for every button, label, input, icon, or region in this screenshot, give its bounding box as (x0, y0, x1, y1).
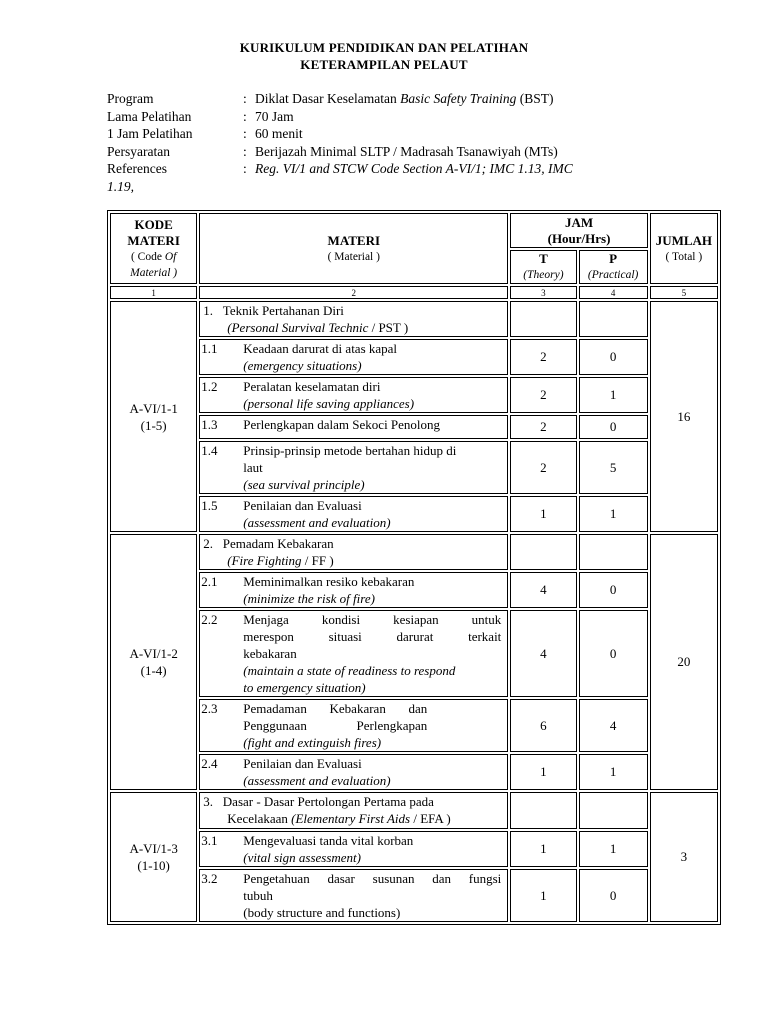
header-kode-sub2: Material ) (130, 266, 178, 279)
header-jam-label: JAM (564, 214, 594, 230)
theory-hours: 1 (510, 496, 576, 532)
info-row-duration (107, 109, 647, 127)
theory-hours: 6 (510, 699, 576, 752)
item-text: Penggunaan Perlengkapan (243, 718, 428, 733)
item-text-italic: (vital sign assessment) (243, 850, 361, 865)
table-row (110, 377, 718, 413)
theory-hours: 2 (510, 441, 576, 494)
theory-hours: 2 (510, 377, 576, 413)
item-number: 2.1 (201, 574, 218, 589)
theory-hours: 1 (510, 754, 576, 790)
section-sub-tail: / FF ) (304, 553, 334, 568)
theory-hours: 2 (510, 415, 576, 439)
item-text: Penilaian dan Evaluasi (243, 498, 362, 513)
info-label: Lama Pelatihan (107, 108, 192, 124)
empty-cell (510, 301, 576, 337)
material-cell (199, 754, 508, 790)
table-row (110, 831, 718, 867)
item-number: 1.1 (201, 341, 218, 356)
section-title: Pemadam Kebakaran (222, 536, 334, 551)
program-info (107, 91, 647, 196)
practical-hours: 4 (579, 699, 648, 752)
item-text: Pemadaman Kebakaran dan (243, 701, 428, 716)
practical-hours: 0 (579, 339, 648, 375)
table-row (110, 415, 718, 439)
item-text: laut (243, 460, 263, 475)
item-text-italic: (emergency situations) (243, 358, 362, 373)
item-text-italic: (assessment and evaluation) (243, 515, 391, 530)
theory-hours: 1 (510, 869, 576, 922)
info-label: Program (107, 91, 154, 106)
header-p-sub: (Practical) (587, 269, 639, 281)
material-code-cell (110, 534, 197, 790)
header-theory (510, 250, 576, 284)
header-p-label: P (609, 251, 618, 266)
item-number: 1.5 (201, 498, 218, 513)
header-materi-sub: ( Material ) (327, 250, 380, 263)
header-jam (510, 213, 647, 248)
item-text-italic: (maintain a state of readiness to respond (243, 663, 456, 678)
column-number: 3 (510, 286, 576, 299)
item-text-italic: (minimize the risk of fire) (243, 591, 375, 606)
column-number: 4 (579, 286, 648, 299)
item-text: (body structure and functions) (243, 905, 401, 920)
practical-hours: 1 (579, 754, 648, 790)
material-cell (199, 869, 508, 922)
item-text: Pengetahuan dasar susunan dan fungsi (243, 871, 502, 886)
material-cell (199, 415, 508, 439)
material-cell (199, 441, 508, 494)
item-text-italic: (personal life saving appliances) (243, 396, 415, 411)
item-number: 1.4 (201, 443, 218, 458)
item-text-italic: (assessment and evaluation) (243, 773, 391, 788)
header-kode-sub (111, 249, 196, 265)
info-row-requirement (107, 144, 647, 162)
practical-hours: 1 (579, 831, 648, 867)
info-colon: : (243, 126, 247, 141)
header-jumlah-label: JUMLAH (655, 232, 713, 248)
item-text: Menjaga kondisi kesiapan untuk (243, 612, 502, 627)
item-text: Mengevaluasi tanda vital korban (243, 833, 414, 848)
item-text: Keadaan darurat di atas kapal (243, 341, 398, 356)
empty-cell (579, 301, 648, 337)
section-title-cell (199, 534, 508, 570)
column-number: 2 (199, 286, 508, 299)
info-row-program (107, 91, 647, 109)
curriculum-table (107, 210, 721, 925)
item-number: 3.1 (201, 833, 218, 848)
section-line2-pre: Kecelakaan (227, 811, 288, 826)
item-text: merespon situasi darurat terkait (243, 629, 502, 644)
section-title: Dasar - Dasar Pertolongan Pertama pada (222, 794, 434, 809)
material-range: (1-4) (140, 663, 167, 678)
column-number-row (110, 286, 718, 299)
material-cell (199, 610, 508, 697)
section-sub-tail: / EFA ) (413, 811, 451, 826)
section-number: 3. (203, 794, 214, 809)
info-value: Berijazah Minimal SLTP / Madrasah Tsanawiyah (MTs) (255, 143, 558, 159)
table-row (110, 869, 718, 922)
header-t-sub: (Theory) (523, 269, 564, 281)
section-number: 1. (203, 303, 214, 318)
total-cell: 20 (650, 534, 718, 790)
info-value-text: Diklat Dasar Keselamatan (255, 91, 397, 106)
item-text: kebakaran (243, 646, 297, 661)
theory-hours: 4 (510, 572, 576, 608)
item-number: 1.3 (201, 417, 218, 432)
empty-cell (510, 792, 576, 829)
material-code: A-VI/1-3 (129, 841, 178, 856)
item-number: 2.3 (201, 701, 218, 716)
column-number: 1 (110, 286, 197, 299)
practical-hours: 0 (579, 415, 648, 439)
item-text-italic: to emergency situation) (243, 680, 366, 695)
practical-hours: 0 (579, 869, 648, 922)
practical-hours: 0 (579, 572, 648, 608)
item-number: 2.4 (201, 756, 218, 771)
section-sub-tail: / PST ) (371, 320, 409, 335)
info-value: Reg. VI/1 and STCW Code Section A-VI/1; IMC 1.13, IMC (255, 161, 573, 176)
item-text: Penilaian dan Evaluasi (243, 756, 362, 771)
header-practical (579, 250, 648, 284)
material-code: A-VI/1-1 (129, 400, 178, 416)
table-row (110, 572, 718, 608)
material-cell (199, 831, 508, 867)
section-title-cell (199, 792, 508, 829)
info-row-hour (107, 126, 647, 144)
info-colon: : (243, 108, 247, 124)
header-jam-sub: (Hour/Hrs) (547, 230, 611, 246)
theory-hours: 1 (510, 831, 576, 867)
theory-hours: 2 (510, 339, 576, 375)
item-text-italic: (sea survival principle) (243, 477, 365, 492)
header-materi-label: MATERI (327, 232, 381, 248)
item-text: Peralatan keselamatan diri (243, 379, 381, 394)
column-number: 5 (650, 286, 718, 299)
header-kode-line1: KODE (134, 216, 173, 232)
info-label: 1 Jam Pelatihan (107, 126, 193, 141)
material-cell (199, 496, 508, 532)
header-kode-sub1-it: Of (164, 250, 177, 263)
section-sub-italic: (Elementary First Aids (291, 811, 411, 826)
practical-hours: 1 (579, 496, 648, 532)
info-value: 70 Jam (255, 108, 294, 124)
material-code-cell (110, 301, 197, 532)
section-title: Teknik Pertahanan Diri (222, 303, 344, 318)
table-row (110, 339, 718, 375)
info-value-italic: Basic Safety Training (400, 91, 517, 106)
table-row (110, 496, 718, 532)
section-number: 2. (203, 536, 214, 551)
section-row (110, 534, 718, 570)
practical-hours: 5 (579, 441, 648, 494)
doc-title-line1: KURIKULUM PENDIDIKAN DAN PELATIHAN (239, 40, 529, 55)
material-cell (199, 572, 508, 608)
item-number: 1.2 (201, 379, 218, 394)
item-text-italic: (fight and extinguish fires) (243, 735, 382, 750)
section-sub-italic: (Fire Fighting (227, 553, 302, 568)
info-colon: : (243, 143, 247, 159)
info-label: Persyaratan (107, 143, 170, 159)
material-code-cell (110, 792, 197, 922)
header-jumlah (650, 213, 718, 284)
info-value: 60 menit (255, 126, 303, 141)
section-sub-italic: (Personal Survival Technic (227, 320, 369, 335)
item-number: 3.2 (201, 871, 218, 886)
section-row (110, 301, 718, 337)
item-text: Prinsip-prinsip metode bertahan hidup di (243, 443, 457, 458)
header-materi (199, 213, 508, 284)
empty-cell (510, 534, 576, 570)
section-title-cell (199, 301, 508, 337)
total-cell: 16 (650, 301, 718, 532)
header-kode-line2: MATERI (127, 232, 180, 248)
info-value (255, 91, 553, 107)
section-row (110, 792, 718, 829)
empty-cell (579, 792, 648, 829)
practical-hours: 1 (579, 377, 648, 413)
info-value-continuation: 1.19, (107, 178, 134, 194)
material-range: (1-10) (137, 858, 170, 873)
info-row-references (107, 161, 647, 196)
item-text: Meminimalkan resiko kebakaran (243, 574, 415, 589)
total-cell: 3 (650, 792, 718, 922)
header-jumlah-sub: ( Total ) (665, 250, 703, 263)
table-row (110, 754, 718, 790)
material-cell (199, 377, 508, 413)
info-label: References (107, 161, 167, 176)
header-kode (110, 213, 197, 284)
item-text: tubuh (243, 888, 273, 903)
practical-hours: 0 (579, 610, 648, 697)
doc-title-line2: KETERAMPILAN PELAUT (300, 57, 468, 72)
theory-hours: 4 (510, 610, 576, 697)
info-value-tail: (BST) (519, 91, 554, 106)
info-colon: : (243, 91, 247, 106)
table-row (110, 441, 718, 494)
item-number: 2.2 (201, 612, 218, 627)
item-text: Perlengkapan dalam Sekoci Penolong (243, 417, 441, 432)
material-range: (1-5) (140, 417, 167, 433)
header-row (110, 213, 718, 248)
material-cell (199, 699, 508, 752)
header-t-label: T (539, 251, 548, 266)
material-cell (199, 339, 508, 375)
table-row (110, 610, 718, 697)
header-kode-sub1: ( Code (130, 250, 162, 263)
empty-cell (579, 534, 648, 570)
material-code: A-VI/1-2 (129, 646, 178, 661)
table-row (110, 699, 718, 752)
info-colon: : (243, 161, 247, 176)
